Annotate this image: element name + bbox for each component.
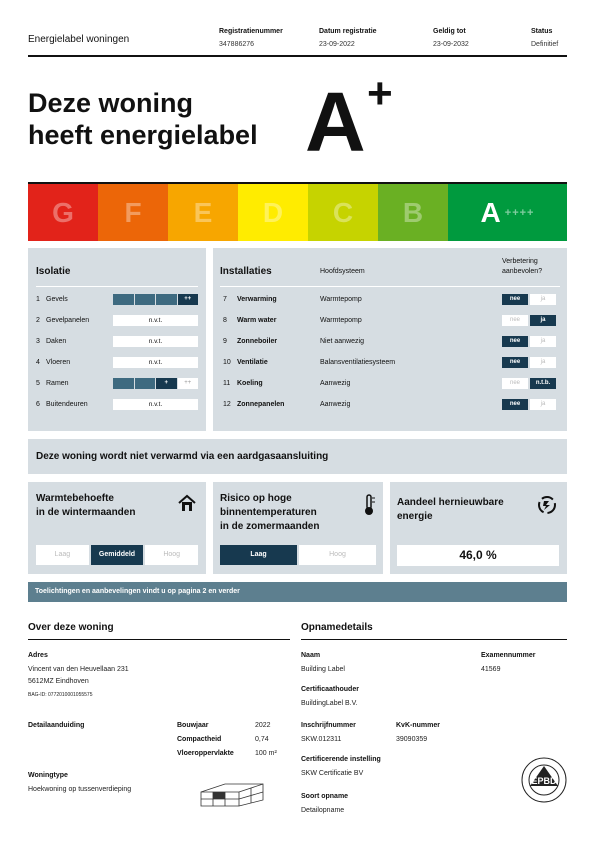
thermometer-icon	[361, 494, 377, 521]
rating-target: ++	[178, 378, 199, 389]
renewable-icon	[536, 494, 558, 521]
gas-notice	[28, 439, 567, 474]
warmte-option: Hoog	[145, 545, 198, 565]
over-title: Over deze woning	[28, 622, 114, 633]
inst-value: SKW Certificatie BV	[301, 770, 364, 777]
risico-options	[220, 545, 376, 565]
improve-yes-toggle: ja	[530, 336, 556, 347]
isolatie-num: 3	[36, 338, 40, 345]
installaties-divider	[220, 286, 560, 287]
building-icon	[199, 772, 265, 813]
scale-segment-c	[308, 184, 378, 241]
installaties-col-system: Hoofdsysteem	[320, 268, 365, 275]
adres-line1: Vincent van den Heuvellaan 231	[28, 666, 129, 673]
scale-letter-c: C	[332, 196, 354, 228]
gas-notice-text: Deze woning wordt niet verwarmd via een aardgasaansluiting	[36, 451, 329, 462]
risico-title-2: binnentemperaturen	[220, 507, 317, 518]
label-plus: +	[367, 69, 393, 118]
installatie-system: Warmtepomp	[320, 317, 362, 324]
house-icon	[178, 494, 196, 517]
scale-segment-f	[98, 184, 168, 241]
warmte-title-2: in de wintermaanden	[36, 507, 136, 518]
warmte-title-1: Warmtebehoefte	[36, 493, 114, 504]
header-divider	[28, 55, 567, 57]
toelichting-text: Toelichtingen en aanbevelingen vindt u op pagina 2 en verder	[35, 588, 240, 595]
epbd-logo	[520, 756, 568, 804]
bouwjaar-label: Bouwjaar	[177, 722, 209, 729]
bag-id: BAG-ID: 0772010001055575	[28, 692, 93, 698]
scale-letter-b: B	[402, 196, 424, 228]
isolatie-num: 2	[36, 317, 40, 324]
improve-no-toggle: nee	[502, 399, 528, 410]
risico-title-1: Risico op hoge	[220, 493, 292, 504]
rating-cell	[135, 378, 156, 389]
examen-value: 41569	[481, 666, 501, 673]
rating-cell	[156, 294, 177, 305]
date-value: 23-09-2022	[319, 41, 355, 48]
aandeel-title-2: energie	[397, 511, 433, 522]
isolatie-value: n.v.t.	[113, 399, 198, 410]
epbd-logo-text: EPBD	[531, 776, 557, 786]
installatie-num: 10	[223, 359, 231, 366]
installatie-num: 12	[223, 401, 231, 408]
installatie-label: Verwarming	[237, 296, 277, 303]
isolatie-num: 5	[36, 380, 40, 387]
cert-value: BuildingLabel B.V.	[301, 700, 358, 707]
improve-yes-toggle: ja	[530, 399, 556, 410]
naam-value: Building Label	[301, 666, 345, 673]
soort-value: Detailopname	[301, 807, 345, 814]
installatie-system: Aanwezig	[320, 380, 351, 387]
aandeel-title-1: Aandeel hernieuwbare	[397, 497, 504, 508]
scale-segment-a	[448, 184, 567, 241]
improve-yes-toggle: ja	[530, 357, 556, 368]
headline-line2: heeft energielabel	[28, 120, 258, 150]
installatie-num: 9	[223, 338, 227, 345]
isolatie-num: 4	[36, 359, 40, 366]
rating-current: +	[156, 378, 177, 389]
label-letter: A	[305, 75, 366, 169]
scale-segment-b	[378, 184, 448, 241]
kvk-value: 39090359	[396, 736, 428, 743]
installatie-num: 8	[223, 317, 227, 324]
bouwjaar-value: 2022	[255, 722, 271, 729]
warmte-options	[36, 545, 198, 565]
opname-divider	[301, 639, 567, 640]
scale-letter-a: A	[480, 196, 501, 228]
risico-option: Hoog	[299, 545, 376, 565]
installaties-col-improve-1: Verbetering	[502, 258, 538, 265]
installatie-label: Ventilatie	[237, 359, 268, 366]
installaties-title: Installaties	[220, 266, 272, 277]
isolatie-label: Ramen	[46, 380, 69, 387]
isolatie-label: Vloeren	[46, 359, 71, 366]
isolatie-value: n.v.t.	[113, 315, 198, 326]
risico-title-3: in de zomermaanden	[220, 521, 320, 532]
over-divider	[28, 639, 290, 640]
rating-cell	[113, 294, 134, 305]
valid-label: Geldig tot	[433, 28, 466, 35]
installatie-system: Niet aanwezig	[320, 338, 364, 345]
scale-segment-e	[168, 184, 238, 241]
vloer-value: 100 m²	[255, 750, 277, 757]
date-label: Datum registratie	[319, 28, 377, 35]
compact-value: 0,74	[255, 736, 269, 743]
improve-yes-toggle: n.t.b.	[530, 378, 556, 389]
improve-no-toggle: nee	[502, 336, 528, 347]
headline-line1: Deze woning	[28, 88, 194, 118]
scale-letter-f: F	[124, 196, 142, 228]
inschr-label: Inschrijfnummer	[301, 722, 356, 729]
examen-label: Examennummer	[481, 652, 536, 659]
doc-title: Energielabel woningen	[28, 34, 130, 45]
scale-letter-d: D	[262, 196, 284, 228]
installatie-system: Warmtepomp	[320, 296, 362, 303]
warmte-option: Laag	[36, 545, 89, 565]
installaties-panel	[213, 248, 567, 431]
isolatie-divider	[36, 286, 198, 287]
isolatie-title: Isolatie	[36, 266, 71, 277]
scale-active-suffix: ++++	[504, 206, 535, 219]
woningtype-label: Woningtype	[28, 772, 68, 779]
inschr-value: SKW.012311	[301, 736, 342, 743]
kvk-label: KvK-nummer	[396, 722, 440, 729]
valid-value: 23-09-2032	[433, 41, 469, 48]
isolatie-rating-bar	[113, 378, 198, 389]
reg-label: Registratienummer	[219, 28, 283, 35]
energy-scale	[28, 184, 567, 241]
rating-cell	[113, 378, 134, 389]
installaties-col-improve-2: aanbevolen?	[502, 268, 543, 275]
aandeel-card	[390, 482, 567, 574]
isolatie-label: Buitendeuren	[46, 401, 88, 408]
risico-card	[213, 482, 383, 574]
isolatie-label: Gevelpanelen	[46, 317, 90, 324]
installatie-num: 11	[223, 380, 231, 387]
soort-label: Soort opname	[301, 793, 349, 800]
improve-yes-toggle: ja	[530, 294, 556, 305]
status-label: Status	[531, 28, 553, 35]
installatie-label: Zonneboiler	[237, 338, 278, 345]
installatie-label: Zonnepanelen	[237, 401, 285, 408]
rating-cell	[135, 294, 156, 305]
scale-letter-e: E	[193, 196, 213, 228]
vloer-label: Vloeroppervlakte	[177, 750, 234, 757]
installatie-system: Aanwezig	[320, 401, 351, 408]
isolatie-panel	[28, 248, 206, 431]
compact-label: Compactheid	[177, 736, 222, 743]
aandeel-value-box: 46,0 %	[397, 545, 559, 566]
improve-no-toggle: nee	[502, 357, 528, 368]
scale-segment-g	[28, 184, 98, 241]
toelichting-bar[interactable]	[28, 582, 567, 602]
scale-letter-g: G	[52, 196, 74, 228]
rating-current: ++	[178, 294, 199, 305]
installatie-system: Balansventilatiesysteem	[320, 359, 396, 366]
improve-no-toggle: nee	[502, 315, 528, 326]
isolatie-rating-bar	[113, 294, 198, 305]
warmte-card	[28, 482, 206, 574]
improve-no-toggle: nee	[502, 378, 528, 389]
improve-yes-toggle: ja	[530, 315, 556, 326]
adres-label: Adres	[28, 652, 48, 659]
status-value: Definitief	[531, 41, 559, 48]
risico-option: Laag	[220, 545, 297, 565]
scale-segment-d	[238, 184, 308, 241]
installatie-label: Warm water	[237, 317, 277, 324]
isolatie-num: 6	[36, 401, 40, 408]
isolatie-label: Gevels	[46, 296, 68, 303]
detail-label: Detailaanduiding	[28, 722, 85, 729]
woningtype-value: Hoekwoning op tussenverdieping	[28, 786, 132, 793]
opname-title: Opnamedetails	[301, 622, 373, 633]
installatie-label: Koeling	[237, 380, 263, 387]
naam-label: Naam	[301, 652, 321, 659]
improve-no-toggle: nee	[502, 294, 528, 305]
reg-value: 347886276	[219, 41, 255, 48]
inst-label: Certificerende instelling	[301, 756, 381, 763]
installatie-num: 7	[223, 296, 227, 303]
isolatie-value: n.v.t.	[113, 357, 198, 368]
warmte-option: Gemiddeld	[91, 545, 144, 565]
cert-label: Certificaathouder	[301, 686, 359, 693]
isolatie-label: Daken	[46, 338, 67, 345]
isolatie-num: 1	[36, 296, 40, 303]
isolatie-value: n.v.t.	[113, 336, 198, 347]
adres-line2: 5612MZ Eindhoven	[28, 678, 89, 685]
